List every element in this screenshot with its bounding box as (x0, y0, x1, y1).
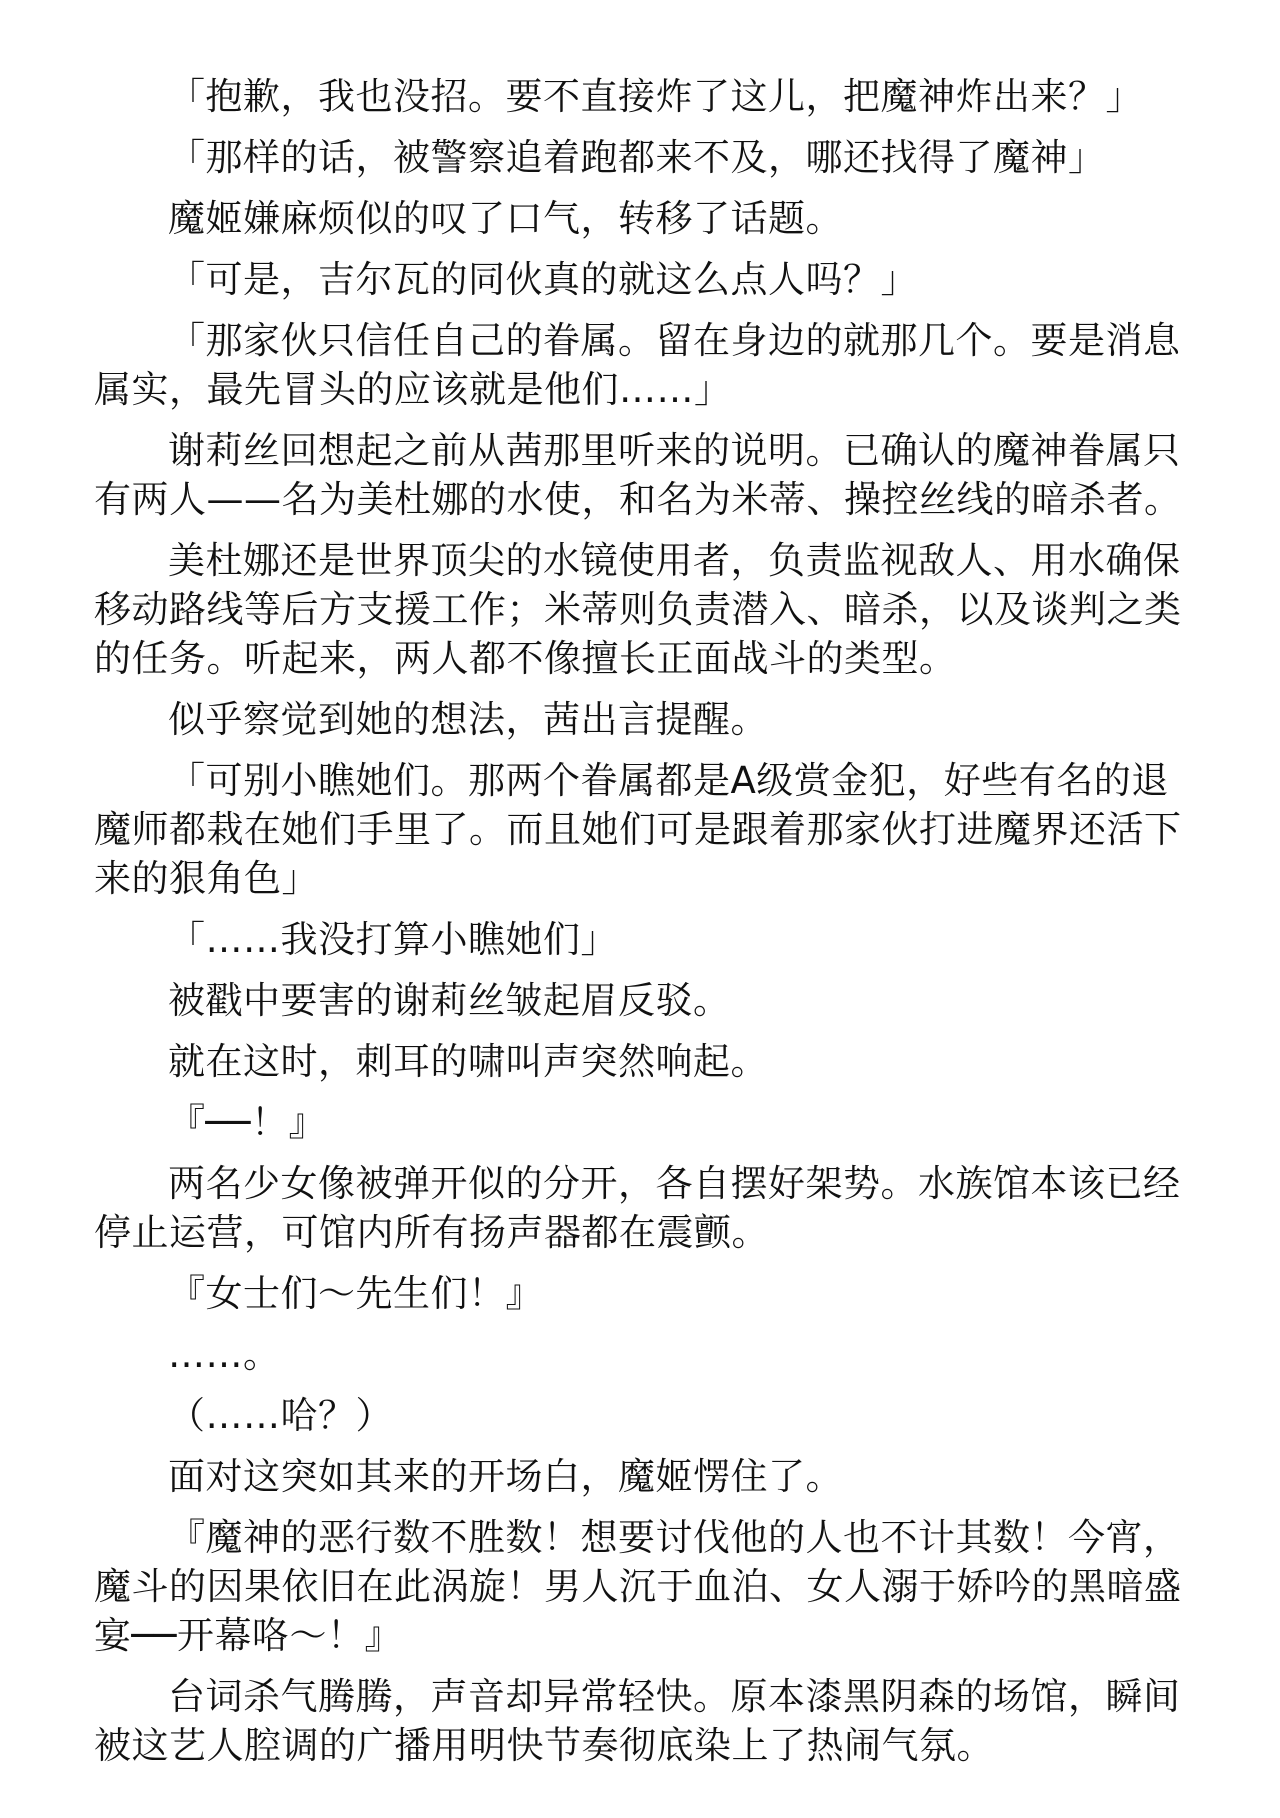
paragraph: 似乎察觉到她的想法，茜出言提醒。 (168, 698, 768, 741)
paragraph: 『女士们～先生们！』 (168, 1272, 543, 1315)
paragraph: 「那样的话，被警察追着跑都来不及，哪还找得了魔神」 (168, 136, 1106, 179)
paragraph: 面对这突如其来的开场白，魔姬愣住了。 (168, 1455, 843, 1498)
paragraph: 「那家伙只信任自己的眷属。留在身边的就那几个。要是消息属实，最先冒头的应该就是他们……」 (94, 319, 1181, 411)
paragraph: 被戳中要害的谢莉丝皱起眉反驳。 (168, 979, 731, 1022)
paragraph: 魔姬嫌麻烦似的叹了口气，转移了话题。 (168, 197, 843, 240)
paragraph: 两名少女像被弹开似的分开，各自摆好架势。水族馆本该已经停止运营，可馆内所有扬声器都在震颤。 (94, 1162, 1181, 1254)
paragraph: （……哈？） (168, 1394, 393, 1437)
body-text (94, 72, 1194, 1782)
paragraph: 谢莉丝回想起之前从茜那里听来的说明。已确认的魔神眷属只有两人——名为美杜娜的水使，和名为米蒂、操控丝线的暗杀者。 (94, 429, 1182, 521)
paragraph: 「抱歉，我也没招。要不直接炸了这儿，把魔神炸出来？」 (168, 75, 1143, 118)
paragraph: 『──！』 (168, 1101, 327, 1144)
paragraph: 就在这时，刺耳的啸叫声突然响起。 (168, 1040, 768, 1083)
paragraph: ……。 (168, 1333, 281, 1376)
paragraph: 美杜娜还是世界顶尖的水镜使用者，负责监视敌人、用水确保移动路线等后方支援工作；米蒂则负责潜入、暗杀，以及谈判之类的任务。听起来，两人都不像擅长正面战斗的类型。 (94, 539, 1182, 680)
paragraph: 「可是，吉尔瓦的同伙真的就这么点人吗？」 (168, 258, 918, 301)
paragraph: 『魔神的恶行数不胜数！想要讨伐他的人也不计其数！今宵，魔斗的因果依旧在此涡旋！男人沉于血泊、女人溺于娇吟的黑暗盛宴──开幕咯～！』 (94, 1516, 1182, 1657)
paragraph: 台词杀气腾腾，声音却异常轻快。原本漆黑阴森的场馆，瞬间被这艺人腔调的广播用明快节奏彻底染上了热闹气氛。 (94, 1675, 1181, 1767)
paragraph: 「可别小瞧她们。那两个眷属都是A级赏金犯，好些有名的退魔师都栽在她们手里了。而且她们可是跟着那家伙打进魔界还活下来的狠角色」 (94, 759, 1182, 900)
paragraph: 「……我没打算小瞧她们」 (168, 918, 618, 961)
